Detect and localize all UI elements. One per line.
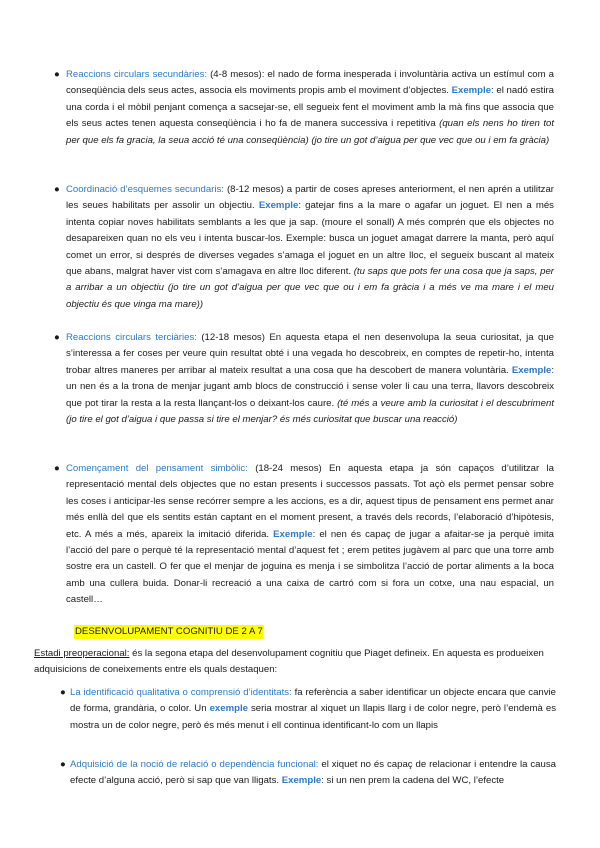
sub-item-text — [70, 757, 556, 790]
item-body: (4-8 mesos): el nado de forma inesperada i involuntària activa un estímul com a conseqüència dels seus actes, associa els moviments propis amb el moviment d’objectes. — [66, 69, 555, 97]
example-label: exemple — [209, 703, 248, 715]
list-item-text — [66, 330, 554, 428]
sub-item-body: el xiquet no és capaç de relacionar i entendre la causa efecte d’alguna acció, però si sap que van lligats. — [70, 759, 556, 787]
sub-item-title: Adquisició de la noció de relació o dependència funcional: — [70, 759, 319, 770]
item-title: Reaccions circulars secundàries: — [66, 69, 208, 80]
italic-note: (té més a veure amb la curiositat i el descubriment (jo tire el got d’aigua i que passa si tire el menjar? és més curiositat que buscar una reacció) — [66, 397, 554, 426]
italic-note: (quan els nens ho tiren tot per que els fa gracia, la seua acció té una conseqüència) (jo tire un got d’aigua per que vec que ou i em fa gràcia) — [66, 118, 554, 146]
example-label: Exemple — [258, 200, 299, 212]
item-body: (12-18 mesos) En aquesta etapa el nen desenvolupa la seua curiositat, ja que s’interessa a fer coses per veure quin resultat obté i una vegada ho descobreix, en comptes de repetir-ho, intenta trobar altres maneres per arribar al mateix resultat a una cosa que ha descobert de manera voluntària. — [66, 332, 555, 376]
list-item — [54, 67, 554, 149]
sub-list-item — [60, 685, 556, 734]
intro-paragraph — [34, 646, 554, 679]
bullet-icon: ● — [54, 463, 60, 474]
example-text: : si un nen prem la cadena del WC, l’efecte — [321, 775, 505, 787]
sub-list-item — [60, 757, 556, 790]
bullet-icon: ● — [60, 687, 66, 698]
list-item-text — [66, 182, 554, 313]
list-item — [54, 330, 554, 428]
item-title: Reaccions circulars terciàries: — [66, 332, 197, 343]
example-text: : un nen és a la trona de menjar jugant amb blocs de construcció i sense voler li cau una terra, llavors descobreix que pot tirar la resta a la resta llançant-los o deixant-los caure. — [66, 364, 554, 409]
item-body: (18-24 mesos) En aquesta etapa ja són capaços d’utilitzar la representació mental dels objectes que no estan presents i successos passats. Tot açò els permet pensar sobre les coses i anticipar-les sense recórrer sempre a les accions, es a dir, aquest tipus de pensament ens permet anar més enllà del que els sentits están captant en el moment present, a través dels records, l’elaboració d’hipòtesis, etc. A més a més, apareix la imitació diferida. — [66, 463, 554, 540]
item-body: (8-12 mesos) a partir de coses apreses anteriorment, el nen aprén a utilitzar les seues habilitats per assolir un objectiu. — [66, 184, 554, 212]
list-item — [54, 182, 554, 313]
section-heading: DESENVOLUPAMENT COGNITIU DE 2 A 7 — [75, 626, 263, 637]
bullet-icon: ● — [60, 759, 66, 770]
sub-item-body: fa referència a saber identificar un objecte encara que canvie de forma, grandària, o color. Un — [70, 687, 556, 715]
example-text: : gatejar fins a la mare o agafar un joguet. El nen a més intenta copiar noves habilitats semblants a les que ja sap. (moure el sonall) A més comprén que els objectes no desapareixen quan no els veu i intenta buscar-los. Exemple: busca un joguet amagat darrere la manta, però aquí comet un error, si després de diverses vegades s’amaga el joguet en un altre lloc, el segueix buscant al mateix que abans, malgrat haver vist com s’amagava en altre lloc diferent. — [66, 200, 554, 278]
sub-item-text — [70, 685, 556, 734]
list-item-text — [66, 67, 554, 149]
sub-item-title: La identificació qualitativa o comprensió d’identitats: — [70, 687, 292, 698]
example-label: Exemple — [281, 775, 322, 787]
item-title: Coordinació d’esquemes secundaris: — [66, 184, 224, 195]
example-label: Exemple — [273, 528, 313, 540]
intro-text: és la segona etapa del desenvolupament cognitiu que Piaget defineix. En aquesta es produeixen adquisicions de coneixements entre els quals destaquen: — [34, 648, 544, 676]
list-item — [54, 461, 554, 609]
list-item-text — [66, 461, 554, 609]
bullet-icon: ● — [54, 69, 60, 80]
item-title: Començament del pensament simbòlic: — [66, 463, 248, 474]
intro-term: Estadi preoperacional: — [34, 648, 130, 659]
italic-note: (tu saps que pots fer una cosa que ja saps, per a arribar a un objectiu (jo tire un got d’aigua per que vec que ou i em fa gràcia i a més ve ma mare i el meu objectiu és que vinga ma mare)) — [66, 266, 554, 310]
example-text: : el nen és capaç de jugar a afaitar-se ja perquè imita l’acció del pare o perquè té la representació mental d’aquest fet ; erem petites jugàvem al parc que una torre amb sostre era un castell. O fer que el menjar de joguina es menja i se simbolitza l’acció de portar aliments a la boca amb una cullera buida. Donar-li recreació a una caixa de cartró com si fora un cotxe, una nau espacial, un castell… — [66, 528, 555, 606]
example-label: Exemple — [451, 85, 492, 97]
bullet-icon: ● — [54, 332, 60, 343]
bullet-icon: ● — [54, 184, 60, 195]
example-text: : el nadó estira una corda i el mòbil penjant comença a sacsejar-se, ell segueix fent el moviment amb la mà fins que associa que els seus actes tenen aquesta conseqüència i ho fa de manera successiva i repetitiva — [66, 85, 554, 130]
example-text: seria mostrar al xiquet un llapis llarg i de color negre, però l’endemà es mostra un de color negre, però és més menut i ell continua identificant-lo com un llapis — [70, 703, 556, 731]
example-label: Exemple — [511, 364, 552, 376]
